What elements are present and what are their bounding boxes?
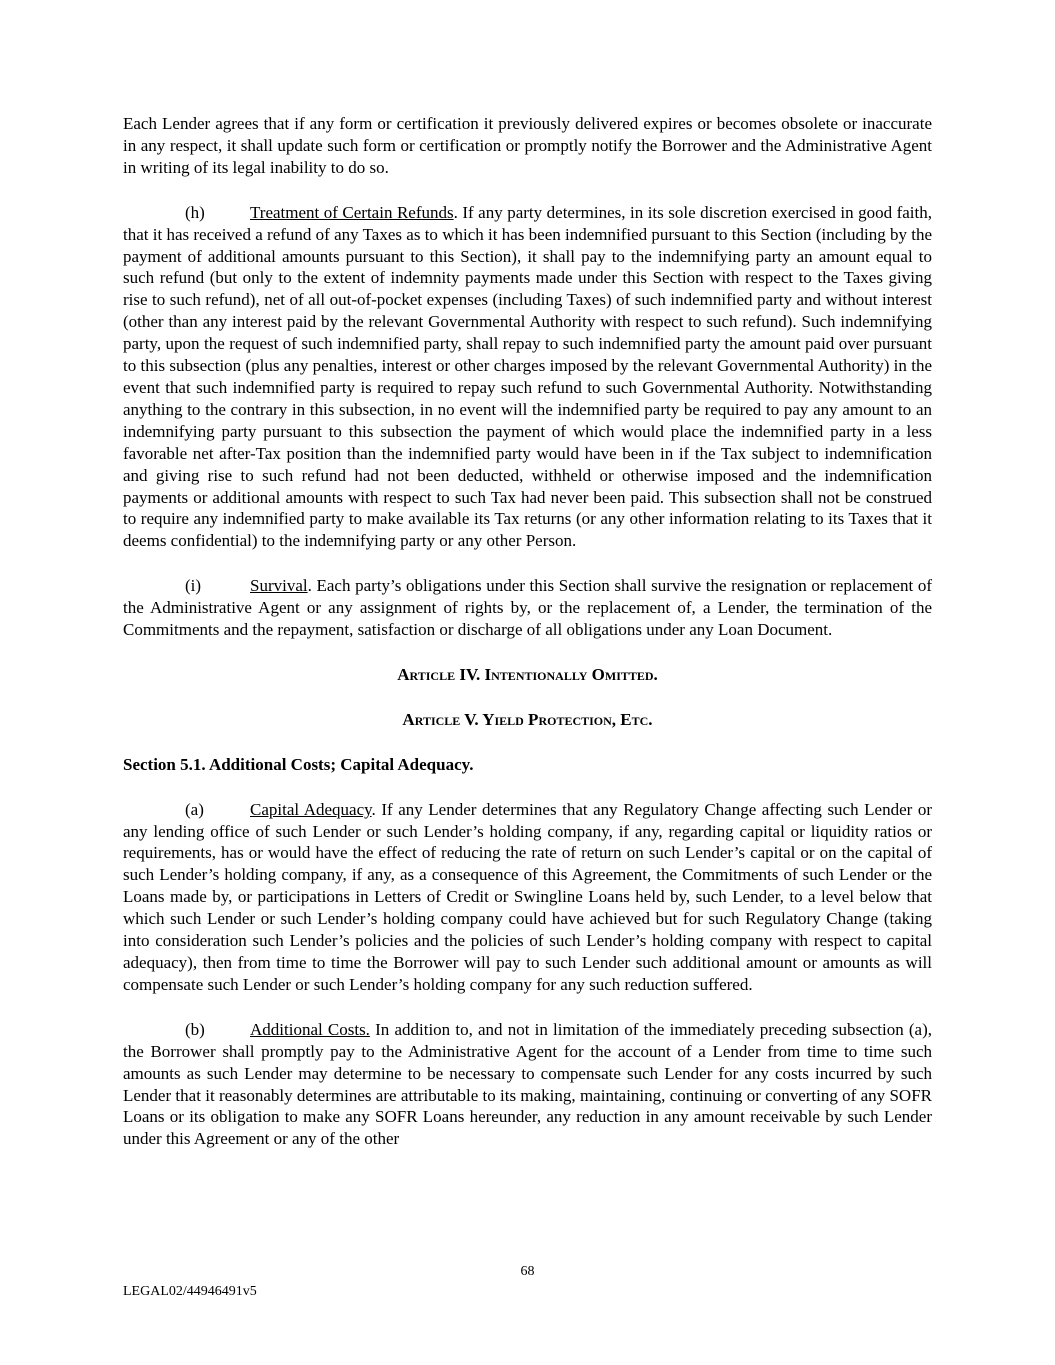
subsection-b-heading: Additional Costs.	[250, 1019, 370, 1039]
subsection-h-paragraph	[123, 202, 932, 553]
subsection-a-label: (a)	[185, 799, 204, 819]
article-v-heading: Article V. Yield Protection, Etc.	[402, 709, 653, 729]
subsection-a-paragraph	[123, 799, 932, 996]
subsection-i-body: Each party’s obligations under this Section shall survive the resignation or replacement of the Administrative Agent or any assignment of rights by, or the replacement of, a Lender, the termination of the Commitments and the repayment, satisfaction or discharge of all obligations under any Loan Document.	[123, 576, 932, 640]
intro-paragraph: Each Lender agrees that if any form or certification it previously delivered expires or becomes obsolete or inaccurate in any respect, it shall update such form or certification or promptly notify the Borrower and the Administrative Agent in writing of its legal inability to do so.	[123, 114, 932, 177]
document-id-footer: LEGAL02/44946491v5	[123, 1284, 257, 1299]
page-number: 68	[520, 1264, 535, 1279]
subsection-h-label: (h)	[185, 202, 205, 222]
subsection-i-paragraph	[123, 575, 932, 641]
document-content	[123, 113, 932, 1173]
subsection-h-heading-period: .	[453, 202, 458, 222]
subsection-h-body: If any party determines, in its sole discretion exercised in good faith, that it has received a refund of any Taxes as to which it has been indemnified pursuant to this Section (including by the payment of additional amounts pursuant to this Section), it shall pay to the indemnifying party an amount equal to such refund (but only to the extent of indemnity payments made under this Section with respect to the Taxes giving rise to such refund), net of all out-of-pocket expenses (including Taxes) of such indemnified party and without interest (other than any interest paid by the relevant Governmental Authority with respect to such refund). Such indemnifying party, upon the request of such indemnified party, shall repay to such indemnified party the amount paid over pursuant to this subsection (plus any penalties, interest or other charges imposed by the relevant Governmental Authority) in the event that such indemnified party is required to repay such refund to such Governmental Authority. Notwithstanding anything to the contrary in this subsection, in no event will the indemnified party be required to pay any amount to an indemnifying party pursuant to this subsection the payment of which would place the indemnified party in a less favorable net after-Tax position than the indemnified party would have been in if the Tax subject to indemnification and giving rise to such refund had not been deducted, withheld or otherwise imposed and the indemnification payments or additional amounts with respect to such Tax had never been paid. This subsection shall not be construed to require any indemnified party to make available its Tax returns (or any other information relating to its Taxes that it deems confidential) to the indemnifying party or any other Person.	[123, 202, 932, 551]
subsection-b-body: In addition to, and not in limitation of the immediately preceding subsection (a), the Borrower shall promptly pay to the Administrative Agent for the account of a Lender from time to time such amounts as such Lender may determine to be necessary to compensate such Lender for any costs incurred by such Lender that it reasonably determines are attributable to its making, maintaining, continuing or converting of any SOFR Loans or its obligation to make any SOFR Loans hereunder, any reduction in any amount receivable by such Lender under this Agreement or any of the other	[123, 1019, 933, 1149]
subsection-h-heading: Treatment of Certain Refunds	[250, 202, 454, 222]
subsection-i-label: (i)	[185, 576, 202, 596]
subsection-a-heading: Capital Adequacy	[250, 799, 372, 819]
subsection-a-body: If any Lender determines that any Regulatory Change affecting such Lender or any lending office of such Lender or such Lender’s holding company, if any, regarding capital or liquidity ratios or requirements, has or would have the effect of reducing the rate of return on such Lender’s capital or on the capital of such Lender’s holding company, if any, as a consequence of this Agreement, the Commitments of such Lender or the Loans made by, or participations in Letters of Credit or Swingline Loans held by, such Lender, to a level below that which such Lender or such Lender’s holding company could have achieved but for such Regulatory Change (taking into consideration such Lender’s policies and the policies of such Lender’s holding company with respect to capital adequacy), then from time to time the Borrower will pay to such Lender such additional amount or amounts as will compensate such Lender or such Lender’s holding company for any such reduction suffered.	[123, 799, 932, 994]
subsection-a-heading-period: .	[371, 799, 376, 819]
subsection-b-label: (b)	[185, 1019, 205, 1039]
subsection-i-heading: Survival	[250, 576, 308, 596]
article-iv-heading: Article IV. Intentionally Omitted.	[397, 664, 658, 684]
subsection-i-heading-period: .	[307, 576, 312, 596]
section-5-1-heading: Section 5.1. Additional Costs; Capital Adequacy.	[123, 754, 474, 774]
subsection-b-paragraph	[123, 1019, 932, 1150]
